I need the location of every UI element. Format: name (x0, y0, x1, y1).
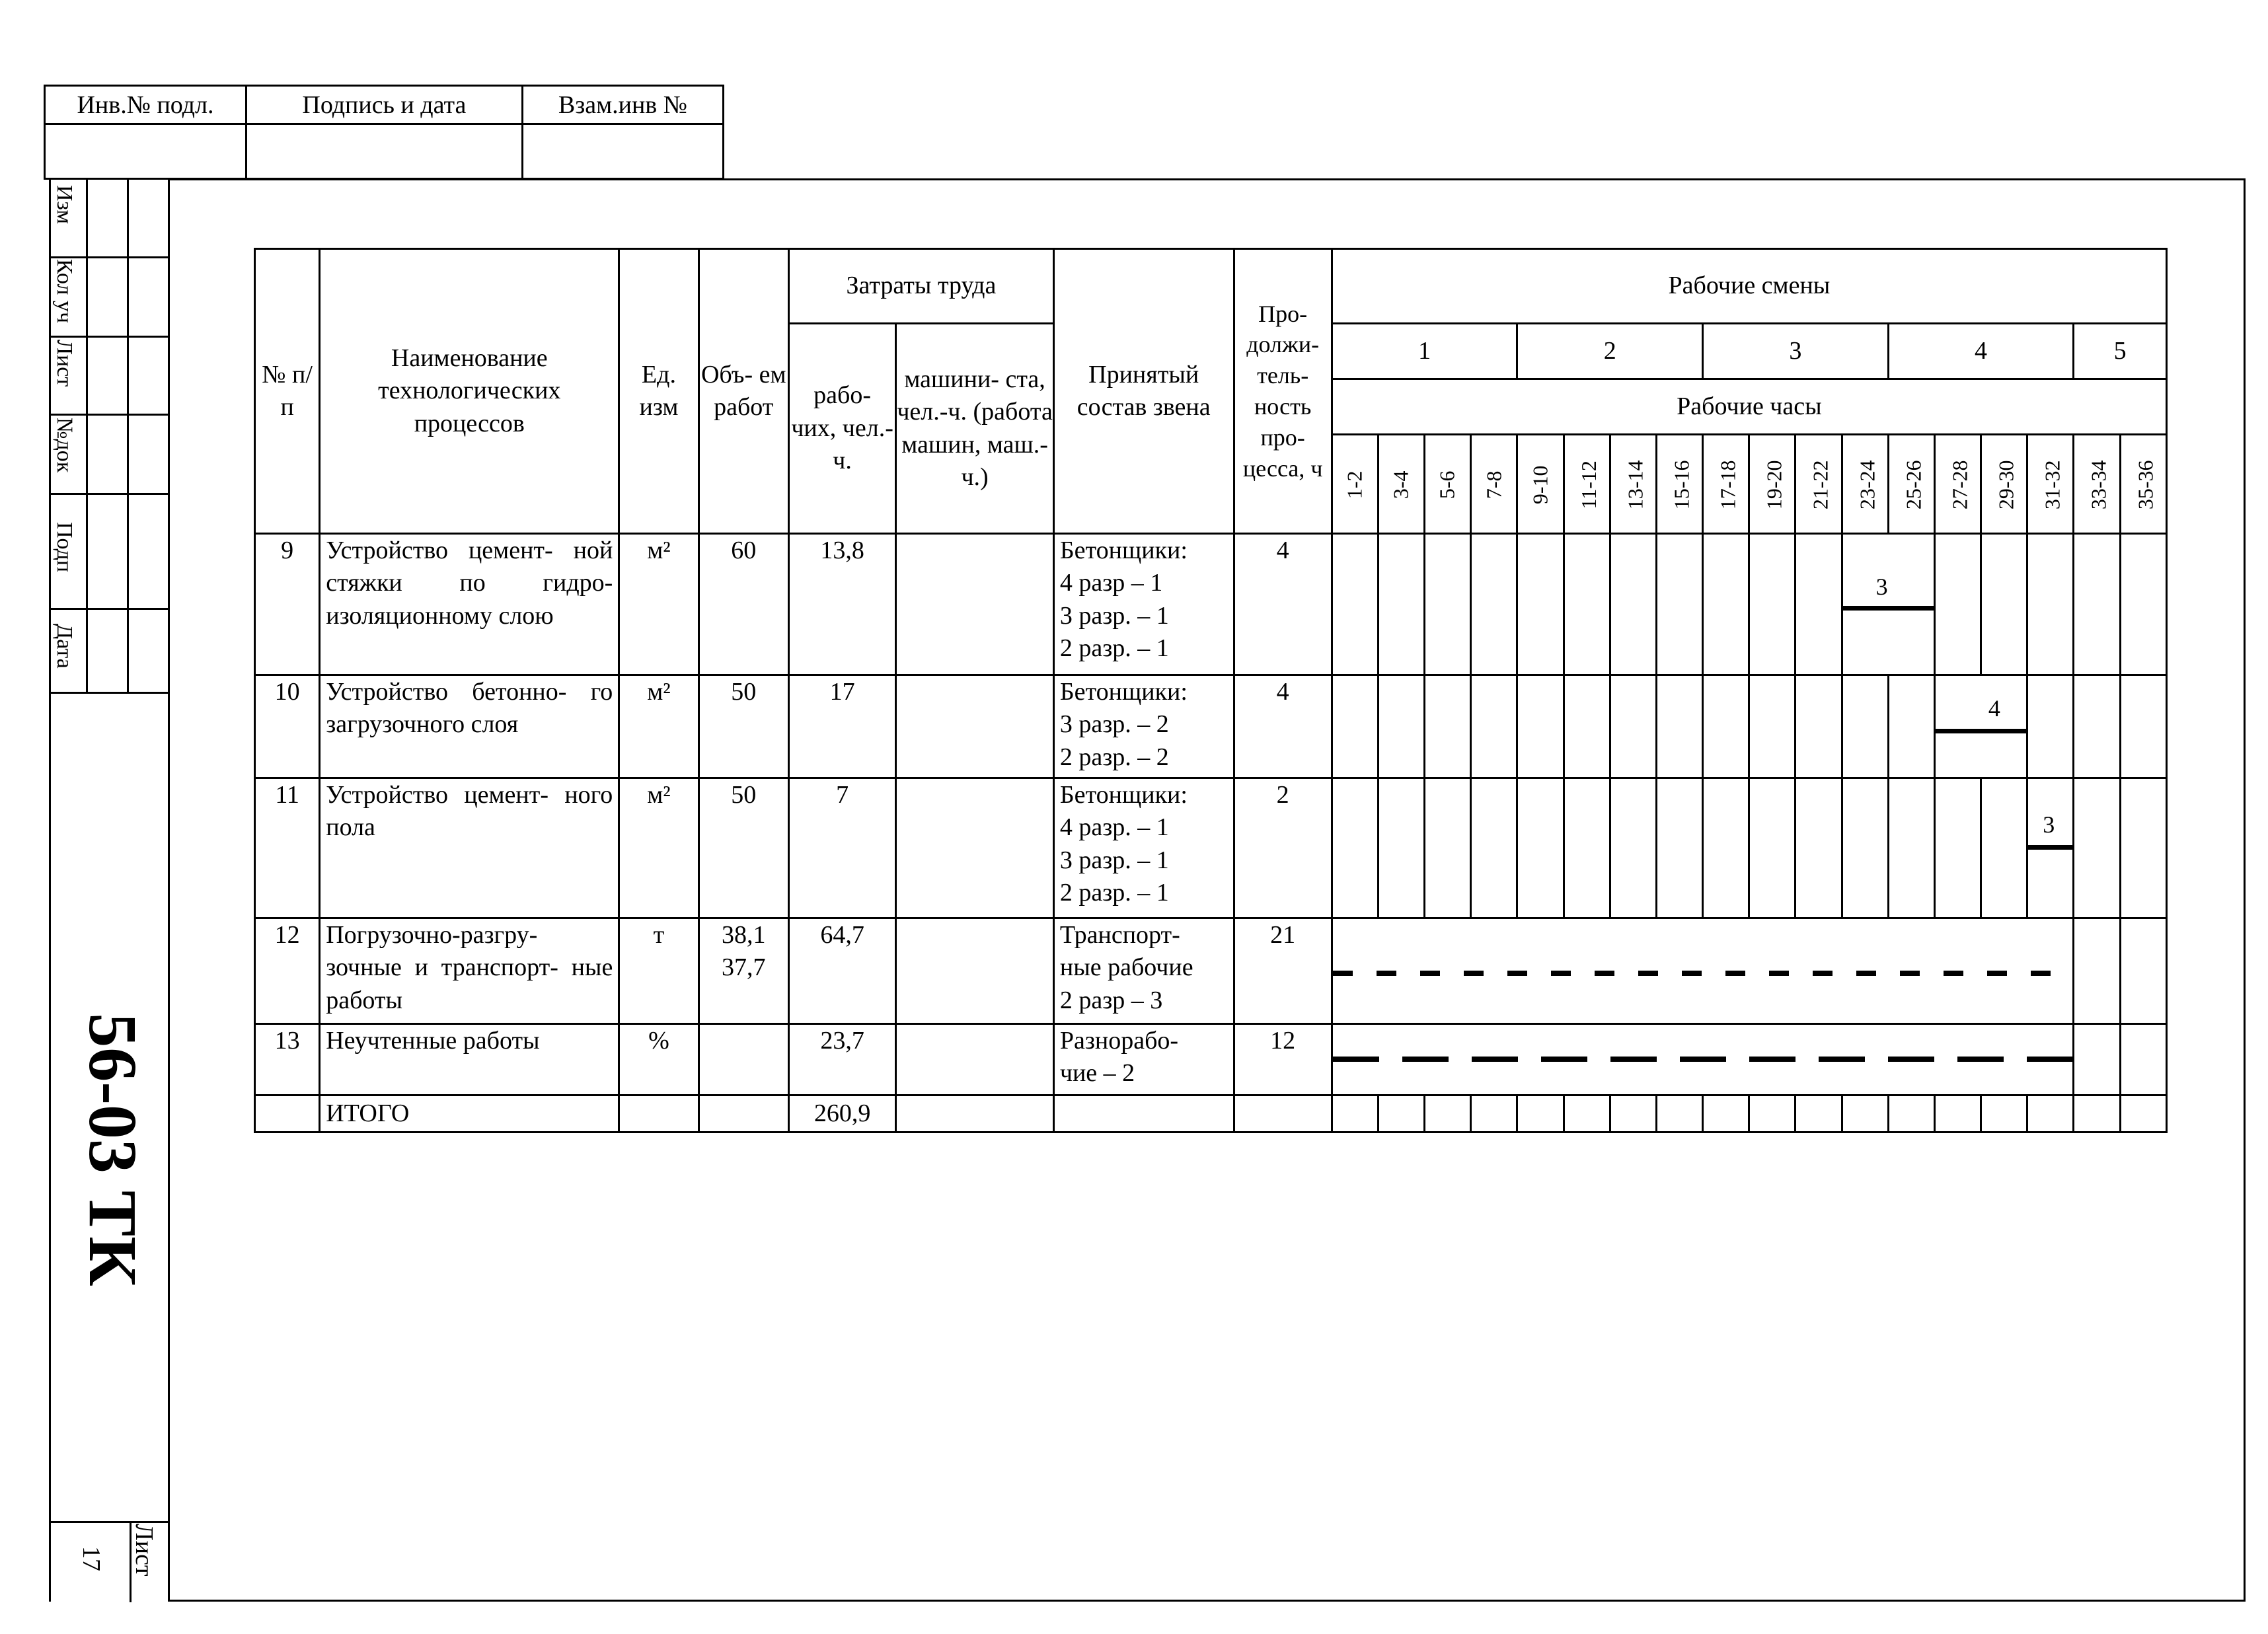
row-machinists (896, 778, 1054, 918)
row-unit: м² (619, 534, 699, 675)
gantt-bar (2028, 845, 2072, 850)
row-num: 9 (255, 534, 320, 675)
row-name: Погрузочно-разгру- зочные и транспорт- ные работы (320, 918, 619, 1024)
gantt-cell (2027, 778, 2074, 918)
hour-range: 17-18 (1703, 435, 1749, 534)
row-duration: 4 (1234, 534, 1332, 675)
header-hours: Рабочие часы (1332, 379, 2166, 435)
row-workers: 7 (788, 778, 895, 918)
header-shifts: Рабочие смены (1332, 249, 2166, 324)
gantt-bar-label: 3 (1875, 574, 1888, 600)
side-label-data: Дата (52, 624, 77, 669)
hour-range: 29-30 (1981, 435, 2027, 534)
row-machinists (896, 534, 1054, 675)
row-name: Неучтенные работы (320, 1024, 619, 1096)
row-crew: Бетонщики: 4 разр – 1 3 разр. – 1 2 разр. – 1 (1053, 534, 1234, 675)
row-duration: 21 (1234, 918, 1332, 1024)
row-workers: 13,8 (788, 534, 895, 675)
hour-range: 35-36 (2120, 435, 2167, 534)
shift-3: 3 (1703, 324, 1889, 379)
row-workers: 64,7 (788, 918, 895, 1024)
row-volume (699, 1024, 788, 1096)
header-machinists: машини- ста, чел.-ч. (работа машин, маш.-ч.) (896, 324, 1054, 534)
row-num: 13 (255, 1024, 320, 1096)
shift-2: 2 (1517, 324, 1703, 379)
table-row (255, 918, 2167, 1024)
shift-5: 5 (2074, 324, 2167, 379)
table-row (255, 1024, 2167, 1096)
header-workers: рабо- чих, чел.-ч. (788, 324, 895, 534)
hour-range: 3-4 (1379, 435, 1425, 534)
row-name: Устройство цемент- ной стяжки по гидро- изоляционному слою (320, 534, 619, 675)
hour-range: 23-24 (1842, 435, 1888, 534)
hour-range: 7-8 (1471, 435, 1517, 534)
shift-1: 1 (1332, 324, 1517, 379)
row-unit: м² (619, 675, 699, 778)
row-volume: 50 (699, 778, 788, 918)
row-duration: 4 (1234, 675, 1332, 778)
signature-date-label: Подпись и дата (246, 86, 522, 124)
hour-range: 25-26 (1888, 435, 1934, 534)
inv-podl-label: Инв.№ подл. (45, 86, 246, 124)
sheet-number: 17 (77, 1546, 105, 1571)
gantt-dashed-bar (1333, 971, 2068, 976)
gantt-cell (1332, 1024, 2074, 1096)
hour-range: 31-32 (2027, 435, 2074, 534)
row-num: 10 (255, 675, 320, 778)
side-label-list: Лист (52, 340, 77, 387)
row-name: Устройство цемент- ного пола (320, 778, 619, 918)
gantt-bar-label: 3 (2043, 811, 2055, 838)
gantt-cell (1842, 534, 1934, 675)
hour-range: 33-34 (2074, 435, 2120, 534)
row-volume: 60 (699, 534, 788, 675)
total-workers: 260,9 (788, 1096, 895, 1133)
gantt-cell (1332, 918, 2074, 1024)
gantt-cell (1934, 675, 2027, 778)
row-crew: Бетонщики: 4 разр. – 1 3 разр. – 1 2 разр. – 1 (1053, 778, 1234, 918)
total-label: ИТОГО (320, 1096, 619, 1133)
header-labor-costs: Затраты труда (788, 249, 1053, 324)
table-row (255, 675, 2167, 778)
gantt-bar (1936, 729, 2026, 733)
table-row (255, 778, 2167, 918)
hour-range: 27-28 (1934, 435, 1981, 534)
row-unit: т (619, 918, 699, 1024)
side-label-podp: Подп (52, 522, 77, 573)
side-label-kol-uch: Кол уч (52, 259, 77, 324)
gantt-dashed-bar (1333, 1057, 2073, 1062)
header-row-1 (255, 249, 2167, 324)
side-label-ndok: №док (52, 418, 77, 473)
vzam-inv-value (522, 124, 723, 179)
row-unit: м² (619, 778, 699, 918)
approval-stamp (44, 85, 724, 180)
row-crew: Разнорабо- чие – 2 (1053, 1024, 1234, 1096)
row-duration: 2 (1234, 778, 1332, 918)
row-machinists (896, 675, 1054, 778)
total-row (255, 1096, 2167, 1133)
hour-range: 15-16 (1656, 435, 1702, 534)
header-volume: Объ- ем работ (699, 249, 788, 534)
gantt-bar-label: 4 (1988, 695, 2000, 722)
header-unit: Ед. изм (619, 249, 699, 534)
header-name: Наименование технологических процессов (320, 249, 619, 534)
work-schedule-table (254, 248, 2168, 1133)
hour-range: 11-12 (1564, 435, 1610, 534)
row-num: 12 (255, 918, 320, 1024)
sheet-label: Лист (130, 1524, 158, 1577)
hour-range: 19-20 (1749, 435, 1796, 534)
row-volume: 38,1 37,7 (699, 918, 788, 1024)
side-label-izm: Изм (52, 185, 77, 225)
row-unit: % (619, 1024, 699, 1096)
hour-range: 21-22 (1796, 435, 1842, 534)
row-name: Устройство бетонно- го загрузочного слоя (320, 675, 619, 778)
signature-date-value (246, 124, 522, 179)
inv-podl-value (45, 124, 246, 179)
hour-range: 9-10 (1517, 435, 1564, 534)
hour-range: 1-2 (1332, 435, 1378, 534)
row-volume: 50 (699, 675, 788, 778)
row-crew: Транспорт- ные рабочие 2 разр – 3 (1053, 918, 1234, 1024)
row-workers: 23,7 (788, 1024, 895, 1096)
row-duration: 12 (1234, 1024, 1332, 1096)
gantt-bar (1843, 606, 1934, 611)
row-crew: Бетонщики: 3 разр. – 2 2 разр. – 2 (1053, 675, 1234, 778)
row-machinists (896, 1024, 1054, 1096)
header-crew: Принятый состав звена (1053, 249, 1234, 534)
document-code: 56-03 ТК (75, 1013, 151, 1286)
shift-4: 4 (1888, 324, 2074, 379)
row-workers: 17 (788, 675, 895, 778)
header-duration: Про- должи- тель- ность про- цесса, ч (1234, 249, 1332, 534)
vzam-inv-label: Взам.инв № (522, 86, 723, 124)
header-num: № п/п (255, 249, 320, 534)
row-machinists (896, 918, 1054, 1024)
row-num: 11 (255, 778, 320, 918)
table-row (255, 534, 2167, 675)
hour-range: 5-6 (1425, 435, 1471, 534)
hour-range: 13-14 (1610, 435, 1656, 534)
